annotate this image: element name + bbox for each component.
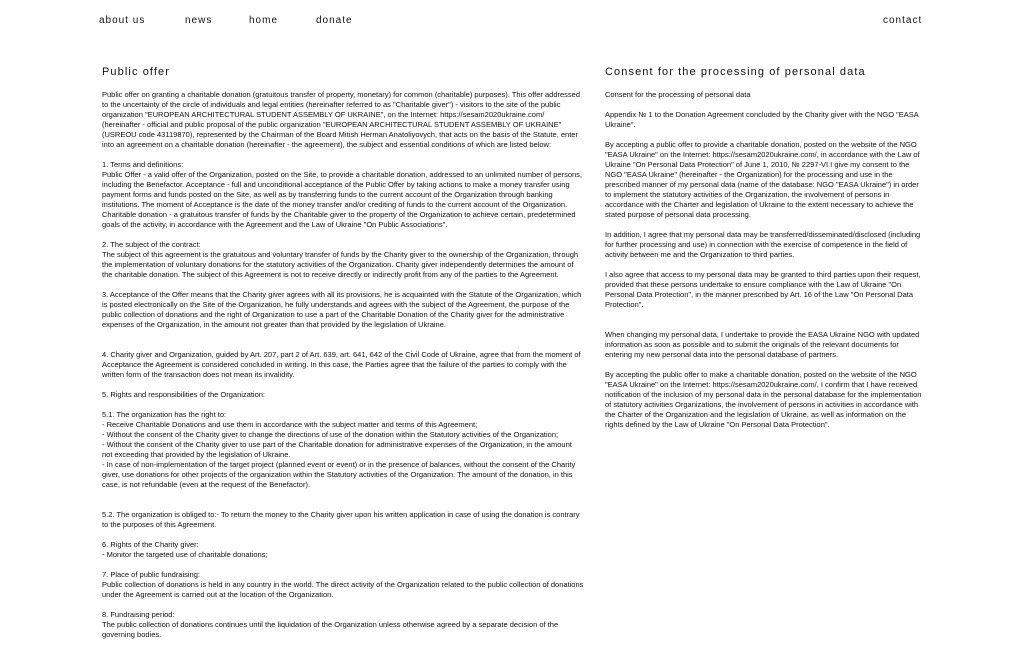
offer-terms: 1. Terms and definitions: Public Offer - a valid offer of the Organization, posted on the Site, to provide a charitable donation, addressed to an unlimited number of persons, including the Benefactor. Acceptance - full and unconditional acceptance of the Public Offer by taking actions to make a money transfer using payment forms and funds posted on the Site, as well as by transferring funds to the current account of the Organization through banking institutions. The moment of Acceptance is the date of the money transfer and/or crediting of funds to the current account of the Organization. Charitable donation - a gratuitous transfer of funds by the Charitable giver to the property of the Organization to achieve certain, predetermined goals of the activity, in accordance with the Agreement and the Law of Ukraine "On Public Associations". (102, 160, 583, 229)
consent-confirmation: By accepting the public offer to make a charitable donation, posted on the website of the NGO "EASA Ukraine" on the Internet: https://sesam2020ukraine.com/, I confirm that I have received notification of the inclusion of my personal data in the personal database for the implementation of statutory activities Organizations, the involvement of persons in activities in accordance with the Charter of the Organization and the legislation of Ukraine, as well as information on the rights defined by the Law of Ukraine "On Personal Data Protection". (605, 370, 922, 429)
consent-third-parties: I also agree that access to my personal data may be granted to third parties upon their request, provided that these persons undertake to ensure compliance with the Law of Ukraine "On Personal Data Protection", in the manner prescribed by Art. 16 of the Law "On Personal Data Protection". (605, 270, 921, 309)
nav-donate[interactable]: donate (316, 15, 353, 26)
consent-section (605, 66, 923, 440)
consent-processing: By accepting a public offer to provide a charitable donation, posted on the website of the NGO "EASA Ukraine" on the Internet: https://sesam2020ukraine.com/, in accordance with the Law of Ukraine "On Personal Data Protection" of June 1, 2010, № 2297-VI I give my consent to the NGO "EASA Ukraine" (hereinafter - the Organization) for the processing and use in the prescribed manner of my personal data (name of the database: NGO "EASA Ukraine") in order to implement the statutory activities of the Organization, the involvement of persons in accordance with the Charter and legislation of Ukraine to the extent necessary to achieve the stated purpose of personal data processing. (605, 140, 920, 219)
nav-contact[interactable]: contact (883, 15, 923, 26)
offer-intro: Public offer on granting a charitable donation (gratuitous transfer of property, monetary) for common (charitable) purposes). This offer addressed to the uncertainty of the circle of individuals and legal entities (hereinafter referred to as "Charitable giver") - visitors to the site of the public organization "EUROPEAN ARCHITECTURAL STUDENT ASSEMBLY OF UKRAINE", on the Internet: https://sesam2020ukraine.com/ (hereinafter - official and public proposal of the public organization "EUROPEAN ARCHITECTURAL STUDENT ASSEMBLY OF UKRAINE" (USREOU code 43119870), represented by the Chairman of the Board Mitish Herman Anatoliyovych, that acts on the basis of the Statute, enter into an agreement on a charitable donation (hereinafter - the agreement), the subject and essential conditions of which are listed below: (102, 90, 581, 149)
offer-obligations: 5.2. The organization is obliged to:- To return the money to the Charity giver upon his written application in case of using the donation is contrary to the purposes of this Agreement. (102, 510, 580, 529)
nav-home[interactable]: home (249, 15, 279, 26)
offer-period: 8. Fundraising period: The public collection of donations continues until the liquidation of the Organization unless otherwise agreed by a separate decision of the governing bodies. (102, 610, 559, 639)
nav-about-us[interactable]: about us (99, 15, 146, 26)
public-offer-section (102, 66, 584, 650)
offer-rights-heading: 5. Rights and responsibilities of the Organization: (102, 390, 266, 399)
consent-subtitle: Consent for the processing of personal data (605, 90, 751, 99)
offer-giver-rights: 6. Rights of the Charity giver: - Monitor the targeted use of charitable donations; (102, 540, 268, 559)
nav-news[interactable]: news (185, 15, 213, 26)
offer-civil-code: 4. Charity giver and Organization, guided by Art. 207, part 2 of Art. 639, art. 641, 642 of the Civil Code of Ukraine, agree that from the moment of Acceptance the Agreement is considered concluded in writing. In this case, the Parties agree that the failure of the parties to comply with the written form of the transaction does not mean its invalidity. (102, 350, 581, 379)
offer-subject: 2. The subject of the contract: The subject of this agreement is the gratuitous and voluntary transfer of funds by the Charity giver to the ownership of the Organization, through the implementation of voluntary donations for the statutory activities of the Organization. Charity giver independently determines the amount of the charitable donation. The subject of this Agreement is not to receive directly or indirectly profit from any of the parties to the Agreement. (102, 240, 579, 279)
public-offer-title: Public offer (102, 66, 171, 78)
offer-place: 7. Place of public fundraising: Public collection of donations is held in any country in the world. The direct activity of the Organization related to the public collection of donations under the Agreement is carried out at the location of the Organization. (102, 570, 584, 599)
offer-acceptance: 3. Acceptance of the Offer means that the Charity giver agrees with all its provisions, he is acquainted with the Statute of the Organization, which is posted electronically on the Site of the Organization, he fully understands and agrees with the subject of the Agreement, the purpose of the public collection of donations and the right of Organization to use a part of the Charitable Donation of the Charity giver for the administrative expenses of the Organization, in the amount not greater than that provided by the legislation of Ukraine. (102, 290, 582, 329)
consent-title: Consent for the processing of personal data (605, 66, 866, 78)
consent-transfer: In addition, I agree that my personal data may be transferred/disseminated/disclosed (including for further processing and use) in connection with the exercise of competence in the field of activity between me and the Organization to third parties. (605, 230, 921, 259)
offer-rights-list: 5.1. The organization has the right to: - Receive Charitable Donations and use them in accordance with the subject matter and terms of this Agreement; - Without the consent of the Charity giver to change the directions of use of the donation within the Statutory activities of the Organization; - Without the consent of the Charity giver to use part of the Charitable donation for administrative expenses of the Organization, in the amount not exceeding that provided by the legislation of Ukraine. - In case of non-implementation of the target project (planned event or event) or in the presence of balances, without the consent of the Charity giver, use donations for other projects of the organization within the Statutory activities of the Organization. The amount of the donation, in this case, is not refundable (even at the request of the Benefactor). (102, 410, 576, 489)
consent-updates: When changing my personal data, I undertake to provide the EASA Ukraine NGO with updated information as soon as possible and to submit the originals of the relevant documents for entering my new personal data into the personal database of partners. (605, 330, 920, 359)
consent-appendix: Appendix № 1 to the Donation Agreement concluded by the Charity giver with the NGO "EASA Ukraine". (605, 110, 919, 129)
